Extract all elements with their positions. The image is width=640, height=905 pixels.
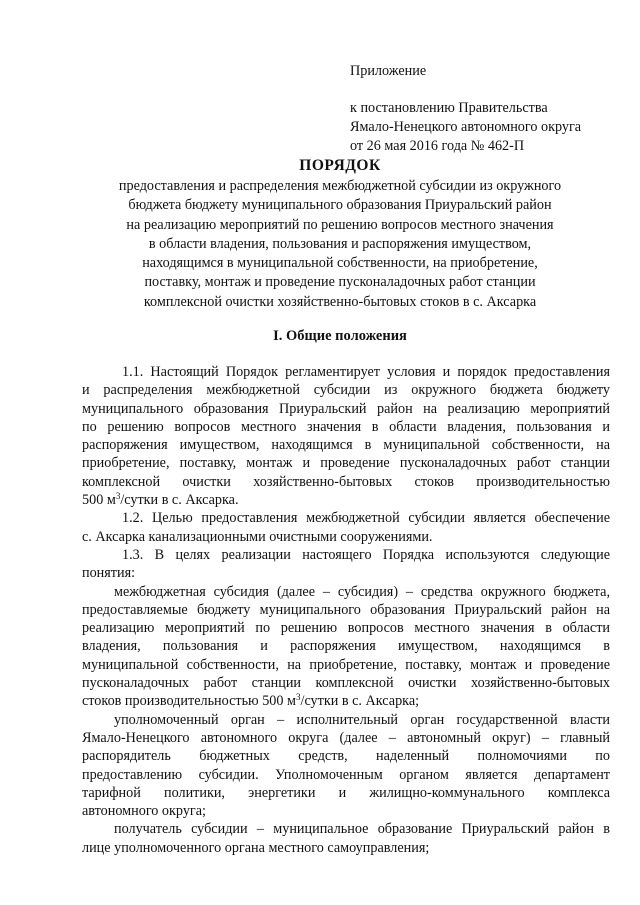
subtitle-line: комплексной очистки хозяйственно-бытовых стоков в с. Аксарка <box>143 293 537 310</box>
appendix-block <box>350 62 630 156</box>
appendix-line-3: от 26 мая 2016 года № 462-П <box>350 138 525 154</box>
text-run: /сутки в с. Аксарка. <box>120 492 239 509</box>
paragraph-line: приобретение, поставку, монтаж и проведение пусконаладочных работ станции <box>82 455 610 472</box>
paragraph-line: пусконаладочных работ станции комплексной очистки хозяйственно-бытовых <box>82 675 610 692</box>
superscript: 3 <box>296 692 301 703</box>
paragraph-line: реализацию мероприятий по решению вопросов местного значения в области <box>82 620 610 637</box>
paragraph-line: по решению вопросов местного значения в области владения, пользования и <box>82 418 610 435</box>
paragraph-line: автономного округа; <box>82 803 206 820</box>
paragraph-line: межбюджетная субсидия (далее – субсидия) – средства окружного бюджета, <box>114 583 610 600</box>
appendix-line-1: к постановлению Правительства <box>350 100 548 116</box>
appendix-label: Приложение <box>350 63 427 79</box>
subtitle-line: на реализацию мероприятий по решению вопросов местного значения <box>126 216 554 233</box>
paragraph-line: понятия: <box>82 565 136 582</box>
paragraph-line: лице уполномоченного органа местного самоуправления; <box>82 839 430 856</box>
document-body <box>82 363 610 857</box>
paragraph-line: предоставлению субсидии. Уполномоченным органом является департамент <box>82 766 610 783</box>
paragraph-line: 1.1. Настоящий Порядок регламентирует условия и порядок предоставления <box>122 364 610 380</box>
subtitle-line: в области владения, пользования и распоряжения имуществом, <box>148 235 532 252</box>
subtitle-line: находящимся в муниципальной собственности, на приобретение, <box>142 255 538 272</box>
paragraph-line: с. Аксарка канализационными очистными сооружениями. <box>82 528 433 545</box>
paragraph-line <box>82 491 610 509</box>
paragraph-line: уполномоченный орган – исполнительный орган государственной власти <box>114 711 610 728</box>
document-subtitle <box>60 177 620 312</box>
subtitle-line: бюджета бюджету муниципального образования Приуральский район <box>128 197 552 214</box>
paragraph-line: и распределения межбюджетной субсидии из окружного бюджета бюджету <box>82 382 610 399</box>
paragraph-line: комплексной очистки хозяйственно-бытовых стоков производительностью <box>82 473 610 490</box>
paragraph-line: тарифной политики, энергетики и жилищно-коммунального комплекса <box>82 784 610 801</box>
section-title: I. Общие положения <box>273 328 407 344</box>
paragraph-line: 1.2. Целью предоставления межбюджетной субсидии является обеспечение <box>122 510 610 527</box>
paragraph-line: муниципальной собственности, на приобретение, поставку, монтаж и проведение <box>82 656 610 673</box>
paragraph-line: Ямало-Ненецкого автономного округа (далее – автономный округ) – главный <box>82 729 610 746</box>
text-run: 500 м <box>82 492 116 509</box>
subtitle-line: поставку, монтаж и проведение пусконаладочных работ станции <box>144 274 536 291</box>
paragraph-line: получатель субсидии – муниципальное образование Приуральский район в <box>114 821 610 838</box>
document-title: ПОРЯДОК <box>299 157 381 174</box>
paragraph-line: распоряжения имуществом, находящимся в муниципальной собственности, на <box>82 437 610 454</box>
text-run: /сутки в с. Аксарка; <box>300 693 420 710</box>
paragraph-line <box>82 692 610 710</box>
paragraph-line: предоставляемые бюджету муниципального образования Приуральский район на <box>82 601 610 618</box>
paragraph-line: владения, пользования и распоряжения имуществом, находящимся в <box>82 638 610 655</box>
text-run: стоков производительностью 500 м <box>82 693 296 710</box>
paragraph-line: 1.3. В целях реализации настоящего Порядка используются следующие <box>122 546 610 563</box>
superscript: 3 <box>115 491 121 502</box>
paragraph-line: распорядитель бюджетных средств, наделенный полномочиями по <box>82 748 610 765</box>
appendix-line-2: Ямало-Ненецкого автономного округа <box>350 119 582 135</box>
paragraph-line: муниципального образования Приуральский район на реализацию мероприятий <box>82 400 610 417</box>
subtitle-line: предоставления и распределения межбюджетной субсидии из окружного <box>118 178 562 194</box>
